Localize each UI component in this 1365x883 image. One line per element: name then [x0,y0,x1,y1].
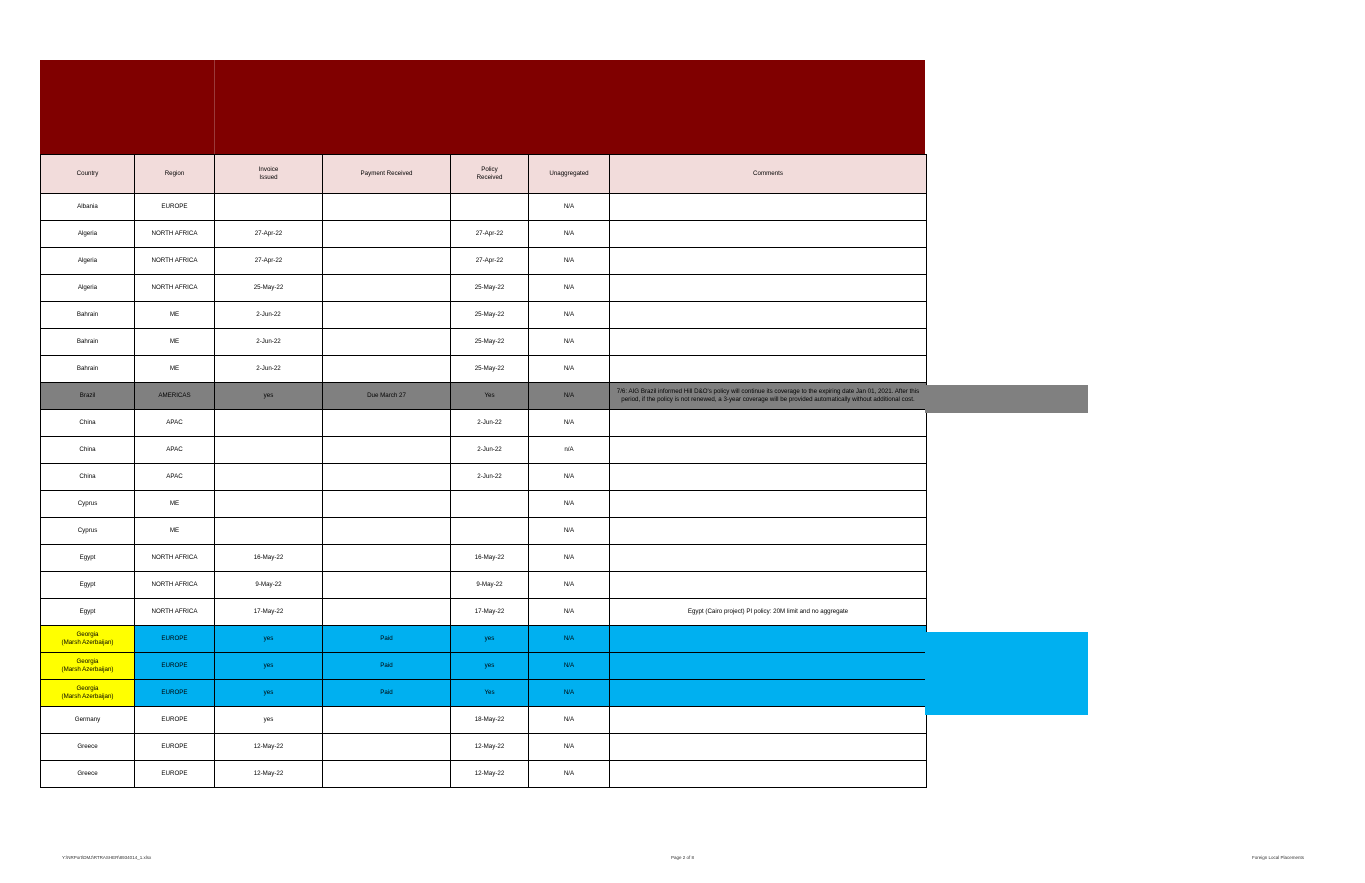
cell-country: Egypt [41,572,135,599]
cell-country: China [41,464,135,491]
table-row [41,410,927,437]
cell-region: ME [135,491,215,518]
cell-invoice-issued [215,518,323,545]
cell-region: APAC [135,464,215,491]
cell-policy-received: yes [451,653,529,680]
cell-comments [610,626,927,653]
cell-comments [610,653,927,680]
cell-comments [610,194,927,221]
cell-country: China [41,410,135,437]
col-header-payment-received: Payment Received [323,155,451,194]
cell-country: Bahrain [41,302,135,329]
table-row [41,545,927,572]
cell-comments [610,248,927,275]
cell-payment-received [323,410,451,437]
cell-policy-received: 25-May-22 [451,275,529,302]
cell-payment-received: Due March 27 [323,383,451,410]
table-row [41,707,927,734]
cell-invoice-issued: 25-May-22 [215,275,323,302]
cell-country: Greece [41,734,135,761]
cell-unaggregated: N/A [529,248,610,275]
col-header-unaggregated: Unaggregated [529,155,610,194]
cell-region: ME [135,356,215,383]
cell-payment-received [323,437,451,464]
cell-payment-received [323,329,451,356]
cell-comments [610,680,927,707]
cell-region: EUROPE [135,680,215,707]
cell-country: Greece [41,761,135,788]
cell-unaggregated: N/A [529,518,610,545]
cell-policy-received [451,518,529,545]
cell-invoice-issued: 27-Apr-22 [215,248,323,275]
cell-payment-received [323,491,451,518]
cell-policy-received: 25-May-22 [451,329,529,356]
cell-invoice-issued [215,194,323,221]
cell-invoice-issued [215,464,323,491]
cell-unaggregated: N/A [529,410,610,437]
cell-payment-received [323,572,451,599]
cell-region: NORTH AFRICA [135,572,215,599]
cell-comments [610,734,927,761]
cell-country: Algeria [41,221,135,248]
cell-payment-received [323,707,451,734]
cell-region: ME [135,302,215,329]
cell-unaggregated: N/A [529,194,610,221]
cell-policy-received: 9-May-22 [451,572,529,599]
table-row [41,248,927,275]
cell-unaggregated: N/A [529,680,610,707]
cell-invoice-issued: 9-May-22 [215,572,323,599]
cell-payment-received [323,545,451,572]
cell-invoice-issued: yes [215,680,323,707]
cell-region: APAC [135,437,215,464]
cell-invoice-issued [215,491,323,518]
cell-region: EUROPE [135,653,215,680]
cell-unaggregated: N/A [529,626,610,653]
cell-payment-received [323,356,451,383]
cell-invoice-issued: 2-Jun-22 [215,329,323,356]
cell-policy-received: Yes [451,383,529,410]
cell-unaggregated: N/A [529,761,610,788]
table-row [41,734,927,761]
cell-unaggregated: N/A [529,221,610,248]
cell-invoice-issued: yes [215,383,323,410]
table-row [41,761,927,788]
cell-payment-received [323,734,451,761]
cell-region: NORTH AFRICA [135,275,215,302]
cell-region: EUROPE [135,761,215,788]
cell-payment-received [323,761,451,788]
cell-country: Bahrain [41,356,135,383]
cell-policy-received: 18-May-22 [451,707,529,734]
table-row [41,383,927,410]
cell-policy-received [451,194,529,221]
cell-invoice-issued: 12-May-22 [215,734,323,761]
col-header-invoice-issued: Invoice Issued [215,155,323,194]
cell-country: Albania [41,194,135,221]
cell-region: APAC [135,410,215,437]
cell-policy-received: yes [451,626,529,653]
cell-comments [610,545,927,572]
cell-payment-received: Paid [323,680,451,707]
cell-payment-received [323,275,451,302]
cell-invoice-issued: 12-May-22 [215,761,323,788]
table-row [41,518,927,545]
table-row [41,626,927,653]
cell-invoice-issued: 2-Jun-22 [215,302,323,329]
cell-invoice-issued [215,410,323,437]
cell-comments [610,491,927,518]
cell-unaggregated: N/A [529,356,610,383]
cell-invoice-issued: yes [215,653,323,680]
cell-region: ME [135,329,215,356]
cell-payment-received [323,248,451,275]
cell-unaggregated: N/A [529,329,610,356]
cell-payment-received: Paid [323,626,451,653]
cell-comments [610,410,927,437]
cell-policy-received: 12-May-22 [451,734,529,761]
cell-unaggregated: N/A [529,653,610,680]
cell-comments [610,572,927,599]
cell-policy-received: 12-May-22 [451,761,529,788]
cell-invoice-issued: yes [215,626,323,653]
cell-comments [610,707,927,734]
cell-policy-received: 27-Apr-22 [451,221,529,248]
cell-region: EUROPE [135,626,215,653]
cell-unaggregated: N/A [529,572,610,599]
table-row [41,221,927,248]
footer-file-path: Y:\NRPort\DMJ\RTRASHER\8934014_1.xlsx [62,855,152,860]
cell-unaggregated: N/A [529,707,610,734]
cell-unaggregated: N/A [529,302,610,329]
cell-country: Algeria [41,275,135,302]
table-row [41,194,927,221]
cell-region: EUROPE [135,734,215,761]
cell-policy-received [451,491,529,518]
cell-policy-received: 17-May-22 [451,599,529,626]
cell-policy-received: 16-May-22 [451,545,529,572]
cell-payment-received [323,221,451,248]
cell-comments [610,302,927,329]
georgia-rows-overflow-fill [925,632,1088,715]
cell-unaggregated: N/A [529,545,610,572]
cell-policy-received: 2-Jun-22 [451,410,529,437]
cell-region: EUROPE [135,194,215,221]
banner-left-block [40,60,215,154]
table-header-row [41,155,927,194]
cell-policy-received: Yes [451,680,529,707]
placements-table [40,154,927,788]
col-header-policy-received: Policy Received [451,155,529,194]
cell-comments [610,329,927,356]
cell-region: AMERICAS [135,383,215,410]
table-row [41,275,927,302]
cell-comments: Egypt (Cairo project) PI policy: 20M limit and no aggregate [610,599,927,626]
brazil-row-overflow-fill [925,385,1088,413]
cell-policy-received: 25-May-22 [451,302,529,329]
cell-comments [610,518,927,545]
cell-payment-received [323,302,451,329]
table-row [41,464,927,491]
cell-comments [610,761,927,788]
cell-comments [610,464,927,491]
cell-comments: 7/6: AIG Brazil informed Hill D&O's policy will continue its coverage to the expiring date Jan 01, 2021. After this period, if the policy is not renewed, a 3-year coverage will be provided automatically without additional cost. [610,383,927,410]
cell-unaggregated: N/A [529,383,610,410]
cell-policy-received: 25-May-22 [451,356,529,383]
cell-country: Egypt [41,545,135,572]
cell-region: EUROPE [135,707,215,734]
cell-payment-received [323,518,451,545]
cell-country: Georgia (Marsh Azerbaijan) [41,653,135,680]
cell-invoice-issued: 16-May-22 [215,545,323,572]
table-row [41,437,927,464]
cell-country: Georgia (Marsh Azerbaijan) [41,680,135,707]
cell-country: Georgia (Marsh Azerbaijan) [41,626,135,653]
cell-invoice-issued: 27-Apr-22 [215,221,323,248]
cell-comments [610,437,927,464]
table-row [41,302,927,329]
footer-page-number: Page 2 of 8 [671,855,695,860]
cell-payment-received [323,194,451,221]
cell-country: Cyprus [41,518,135,545]
cell-payment-received: Paid [323,653,451,680]
header-banner [40,60,925,154]
table-row [41,680,927,707]
cell-unaggregated: N/A [529,491,610,518]
cell-unaggregated: N/A [529,599,610,626]
cell-invoice-issued: 17-May-22 [215,599,323,626]
cell-country: Germany [41,707,135,734]
cell-payment-received [323,464,451,491]
cell-policy-received: 2-Jun-22 [451,464,529,491]
col-header-country: Country [41,155,135,194]
cell-country: China [41,437,135,464]
cell-region: ME [135,518,215,545]
table-row [41,653,927,680]
cell-country: Cyprus [41,491,135,518]
table-row [41,599,927,626]
cell-comments [610,275,927,302]
cell-unaggregated: N/A [529,464,610,491]
cell-unaggregated: N/A [529,275,610,302]
cell-country: Egypt [41,599,135,626]
col-header-comments: Comments [610,155,927,194]
cell-policy-received: 2-Jun-22 [451,437,529,464]
table-row [41,572,927,599]
cell-region: NORTH AFRICA [135,221,215,248]
table-row [41,356,927,383]
banner-right-block [215,60,925,154]
cell-country: Bahrain [41,329,135,356]
col-header-region: Region [135,155,215,194]
cell-country: Algeria [41,248,135,275]
table-row [41,491,927,518]
cell-region: NORTH AFRICA [135,545,215,572]
table-row [41,329,927,356]
cell-invoice-issued: 2-Jun-22 [215,356,323,383]
cell-comments [610,356,927,383]
cell-invoice-issued [215,437,323,464]
cell-comments [610,221,927,248]
cell-policy-received: 27-Apr-22 [451,248,529,275]
cell-region: NORTH AFRICA [135,599,215,626]
cell-invoice-issued: yes [215,707,323,734]
cell-region: NORTH AFRICA [135,248,215,275]
cell-country: Brazil [41,383,135,410]
cell-unaggregated: N/A [529,734,610,761]
cell-payment-received [323,599,451,626]
footer-sheet-name: Foreign Local Placements [1252,855,1305,860]
cell-unaggregated: n/A [529,437,610,464]
